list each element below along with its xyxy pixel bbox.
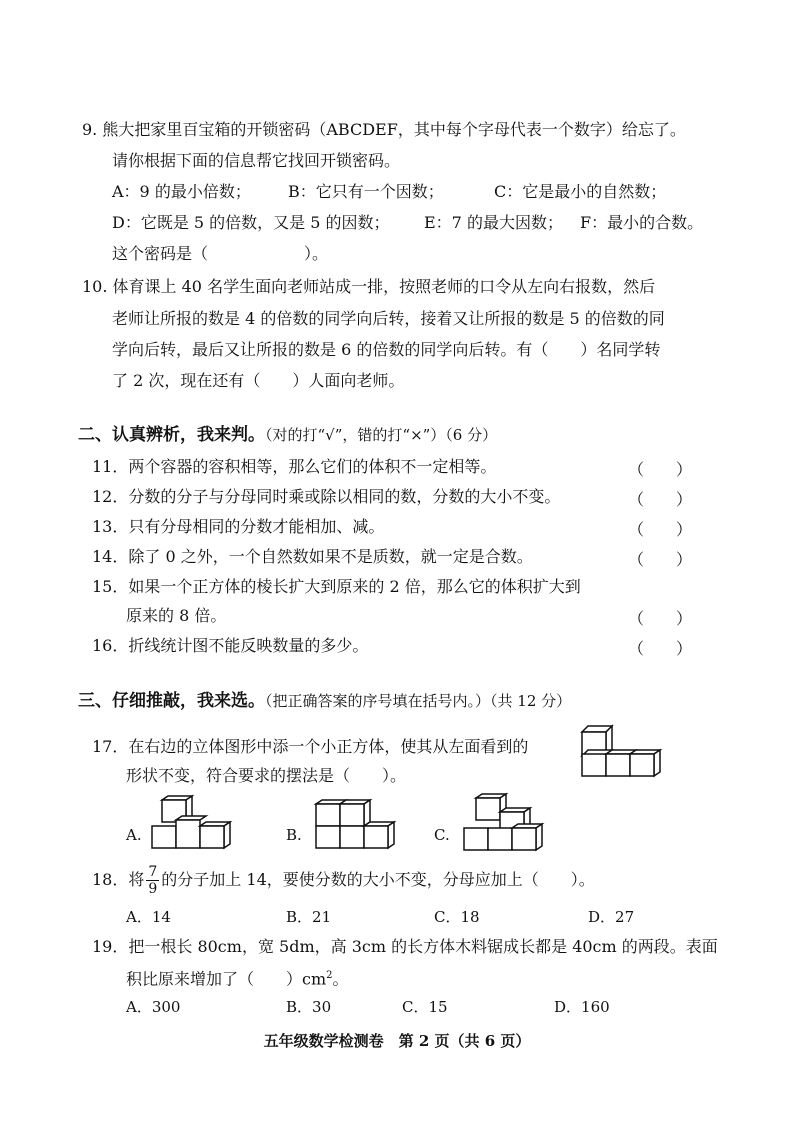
- q18-option-a[interactable]: A．14: [126, 908, 171, 926]
- q19-line2: [126, 966, 349, 989]
- q19-option-b[interactable]: B．30: [286, 998, 332, 1016]
- q17-option-c-figure[interactable]: [458, 792, 568, 854]
- q17-option-a-label: A.: [126, 826, 142, 844]
- q11-answer-blank[interactable]: （ ）: [628, 460, 693, 479]
- q15-text-cont: 原来的 8 倍。: [126, 606, 227, 625]
- q18-option-d[interactable]: D．27: [588, 908, 635, 926]
- q9-line1: 9. 熊大把家里百宝箱的开锁密码（ABCDEF，其中每个字母代表一个数字）给忘了。: [82, 120, 686, 139]
- q9-clue-b: B：它只有一个因数；: [288, 182, 444, 201]
- q12-text: 12．分数的分子与分母同时乘或除以相同的数，分数的大小不变。: [92, 487, 561, 506]
- q18-fraction: [146, 864, 159, 897]
- q9-answer-line: 这个密码是（ ）。: [112, 244, 329, 263]
- q9-clue-d: D：它既是 5 的倍数，又是 5 的因数；: [112, 213, 390, 232]
- q9-clue-f: F：最小的合数。: [580, 213, 704, 232]
- q19-option-c[interactable]: C．15: [402, 998, 448, 1016]
- q9-clue-c: C：它是最小的自然数；: [494, 182, 667, 201]
- section2-note: （对的打“√”，错的打“×”）（6 分）: [265, 426, 498, 444]
- q17-reference-figure: [574, 722, 684, 778]
- q14-answer-blank[interactable]: （ ）: [628, 550, 693, 569]
- q12-answer-blank[interactable]: （ ）: [628, 490, 693, 509]
- q10-line4: 了 2 次，现在还有（ ）人面向老师。: [112, 371, 405, 390]
- q18-suffix: 的分子加上 14，要使分数的大小不变，分母应加上（ ）。: [161, 870, 595, 889]
- q17-option-b-label: B.: [286, 826, 302, 844]
- q14-text: 14．除了 0 之外，一个自然数如果不是质数，就一定是合数。: [92, 547, 533, 566]
- q19-option-d[interactable]: D．160: [554, 998, 610, 1016]
- q19-line2-end: 。: [332, 969, 349, 989]
- q17-option-b-figure[interactable]: [308, 796, 418, 852]
- q16-text: 16．折线统计图不能反映数量的多少。: [92, 636, 369, 655]
- q9-line2: 请你根据下面的信息帮它找回开锁密码。: [112, 151, 401, 170]
- q10-line3: 学向后转，最后又让所报的数是 6 的倍数的同学向后转。有（ ）名同学转: [112, 340, 661, 359]
- page-footer: 五年级数学检测卷 第 2 页（共 6 页）: [263, 1032, 531, 1050]
- q13-answer-blank[interactable]: （ ）: [628, 520, 693, 539]
- q18-option-c[interactable]: C．18: [434, 908, 480, 926]
- q19-line2-text: 积比原来增加了（ ）cm: [126, 969, 327, 989]
- q18-option-b[interactable]: B．21: [286, 908, 332, 926]
- q9-clue-e: E：7 的最大因数；: [424, 213, 563, 232]
- q17-line2: 形状不变，符合要求的摆法是（ ）。: [126, 766, 407, 785]
- q18-denominator: 9: [148, 881, 158, 897]
- q15-text: 15．如果一个正方体的棱长扩大到原来的 2 倍，那么它的体积扩大到: [92, 577, 581, 596]
- q19-option-a[interactable]: A．300: [126, 998, 181, 1016]
- q11-text: 11．两个容器的容积相等，那么它们的体积不一定相等。: [92, 457, 497, 476]
- q13-text: 13．只有分母相同的分数才能相加、减。: [92, 517, 385, 536]
- q10-line1: 10. 体育课上 40 名学生面向老师站成一排，按照老师的口令从左向右报数，然后: [82, 277, 656, 296]
- q18-prefix: 18．将: [92, 870, 145, 889]
- q10-line2: 老师让所报的数是 4 的倍数的同学向后转，接着又让所报的数是 5 的倍数的同: [112, 309, 665, 328]
- q17-option-a-figure[interactable]: [148, 796, 238, 852]
- section3-note: （把正确答案的序号填在括号内。）（共 12 分）: [265, 692, 572, 710]
- q18-numerator: 7: [148, 864, 158, 880]
- q15-answer-blank[interactable]: （ ）: [628, 609, 693, 628]
- q17-line1: 17．在右边的立体图形中添一个小正方体，使其从左面看到的: [92, 737, 529, 756]
- section2-heading: [78, 424, 497, 446]
- q16-answer-blank[interactable]: （ ）: [628, 639, 693, 658]
- section3-heading: [78, 690, 571, 712]
- q19-line1: 19．把一根长 80cm，宽 5dm，高 3cm 的长方体木料锯成长都是 40cm 的两段。表面: [92, 937, 718, 956]
- q19-unit-superscript: 2: [326, 970, 333, 981]
- q9-clue-a: A：9 的最小倍数；: [112, 182, 251, 201]
- q17-option-c-label: C.: [434, 826, 450, 844]
- q18-line: [92, 862, 595, 898]
- section3-title: 三、仔细推敲，我来选。: [78, 691, 265, 711]
- section2-title: 二、认真辨析，我来判。: [78, 425, 265, 445]
